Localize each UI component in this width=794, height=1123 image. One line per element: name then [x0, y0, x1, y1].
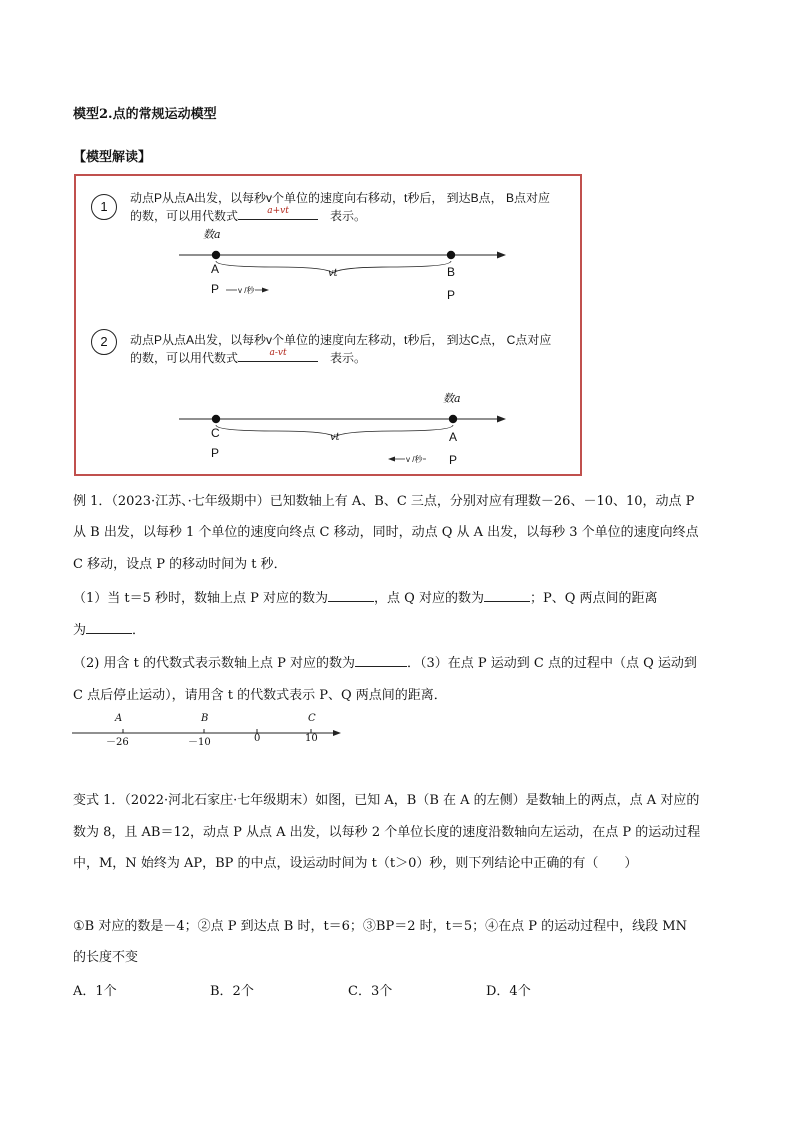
model1-label-a: A — [211, 262, 220, 276]
variant1-line2: 数为 8，且 AB＝12，动点 P 从点 A 出发，以每秒 2 个单位长度的速度沿数轴向左运动，在点 P 的运动过程 — [73, 825, 701, 840]
example1-q1-cont: 为 ． — [73, 623, 146, 638]
model1-start-label: 数a — [203, 228, 221, 241]
model1-distance-label: vt — [328, 268, 338, 279]
model1-text-line2: 的数，可以用代数式 a+vt 表示。 — [130, 206, 367, 223]
model1-number-line — [179, 251, 506, 293]
model1-point-a — [212, 251, 220, 259]
axis-number-b: －10 — [188, 737, 211, 748]
option-b: B．2个 — [210, 984, 254, 999]
example1-q1: （1）当 t＝5 秒时，数轴上点 P 对应的数为 ，点 Q 对应的数为 ；P、Q 两点间的距离 — [73, 591, 658, 606]
model2-label-p-end: P — [211, 446, 220, 460]
variant1-statements-line1: ①B 对应的数是－4；②点 P 到达点 B 时，t＝6；③BP＝2 时，t＝5；④在点 P 的运动过程中，线段 MN — [73, 919, 687, 934]
model1-label-p-start: P — [211, 282, 220, 296]
example1-line3: C 移动，设点 P 的移动时间为 t 秒． — [73, 557, 287, 572]
axis-number-zero: 0 — [254, 733, 261, 744]
model-box — [74, 174, 582, 476]
variant1-line3: 中，M，N 始终为 AP，BP 的中点，设运动时间为 t（t＞0）秒，则下列结论中正确的有（ ） — [73, 856, 638, 871]
model2-start-label: 数a — [443, 392, 461, 405]
example1-line1: 例 1．（2023·江苏、·七年级期中）已知数轴上有 A、B、C 三点，分别对应有理数－26、－10、10，动点 P — [73, 494, 695, 509]
axis-label-a: A — [115, 713, 123, 724]
option-a: A．1个 — [73, 984, 117, 999]
model2-distance-label: vt — [330, 432, 340, 443]
answer-blank-expression — [355, 654, 407, 667]
axis-label-b: B — [201, 713, 209, 724]
number-circle-1: 1 — [91, 194, 117, 220]
model2-text-line2: 的数，可以用代数式 a-vt 表示。 — [130, 348, 367, 365]
page-title: 模型2.点的常规运动模型 — [73, 107, 217, 122]
model2-text-line1: 动点P从点A出发，以每秒v个单位的速度向左移动，t秒后， 到达C点， C点对应 — [130, 333, 552, 347]
axis-label-c: C — [308, 713, 316, 724]
model2-label-a: A — [449, 430, 458, 444]
answer-blank-q — [484, 589, 530, 602]
model2-label-p-start: P — [449, 453, 458, 467]
answer-blank-distance — [86, 621, 132, 634]
model1-label-b: B — [447, 265, 456, 279]
axis-number-c: 10 — [305, 733, 318, 744]
model2-point-c — [212, 415, 220, 423]
model-diagrams — [76, 176, 580, 474]
model1-point-b — [447, 251, 455, 259]
model1-answer-blank: a+vt — [238, 207, 318, 220]
answer-blank-p — [328, 589, 374, 602]
variant1-line1: 变式 1．（2022·河北石家庄·七年级期末）如图，已知 A，B（B 在 A 的左侧）是数轴上的两点，点 A 对应的 — [73, 793, 700, 808]
axis-number-a: －26 — [106, 737, 129, 748]
model1-speed-label: v /秒 — [238, 286, 255, 295]
model2-answer-blank: a-vt — [238, 349, 318, 362]
number-circle-2: 2 — [91, 329, 117, 355]
model2-label-c: C — [211, 426, 220, 440]
model2-speed-label: v /秒 — [406, 455, 423, 464]
example1-q2: （2) 用含 t 的代数式表示数轴上点 P 对应的数为 ．（3）在点 P 运动到 C 点的过程中（点 Q 运动到 — [73, 656, 697, 671]
example1-line2: 从 B 出发，以每秒 1 个单位的速度向终点 C 移动，同时，动点 Q 从 A 出发，以每秒 3 个单位的速度向终点 — [73, 525, 699, 540]
variant1-statements-line2: 的长度不变 — [73, 950, 139, 965]
model1-label-p-end: P — [447, 288, 456, 302]
option-c: C．3个 — [348, 984, 393, 999]
model1-text-line1: 动点P从点A出发，以每秒v个单位的速度向右移动，t秒后， 到达B点， B点对应 — [130, 191, 551, 205]
section-heading: 【模型解读】 — [73, 150, 152, 165]
example1-q3: C 点后停止运动），请用含 t 的代数式表示 P、Q 两点间的距离． — [73, 688, 447, 703]
model2-point-a — [449, 415, 457, 423]
option-d: D．4个 — [486, 984, 531, 999]
